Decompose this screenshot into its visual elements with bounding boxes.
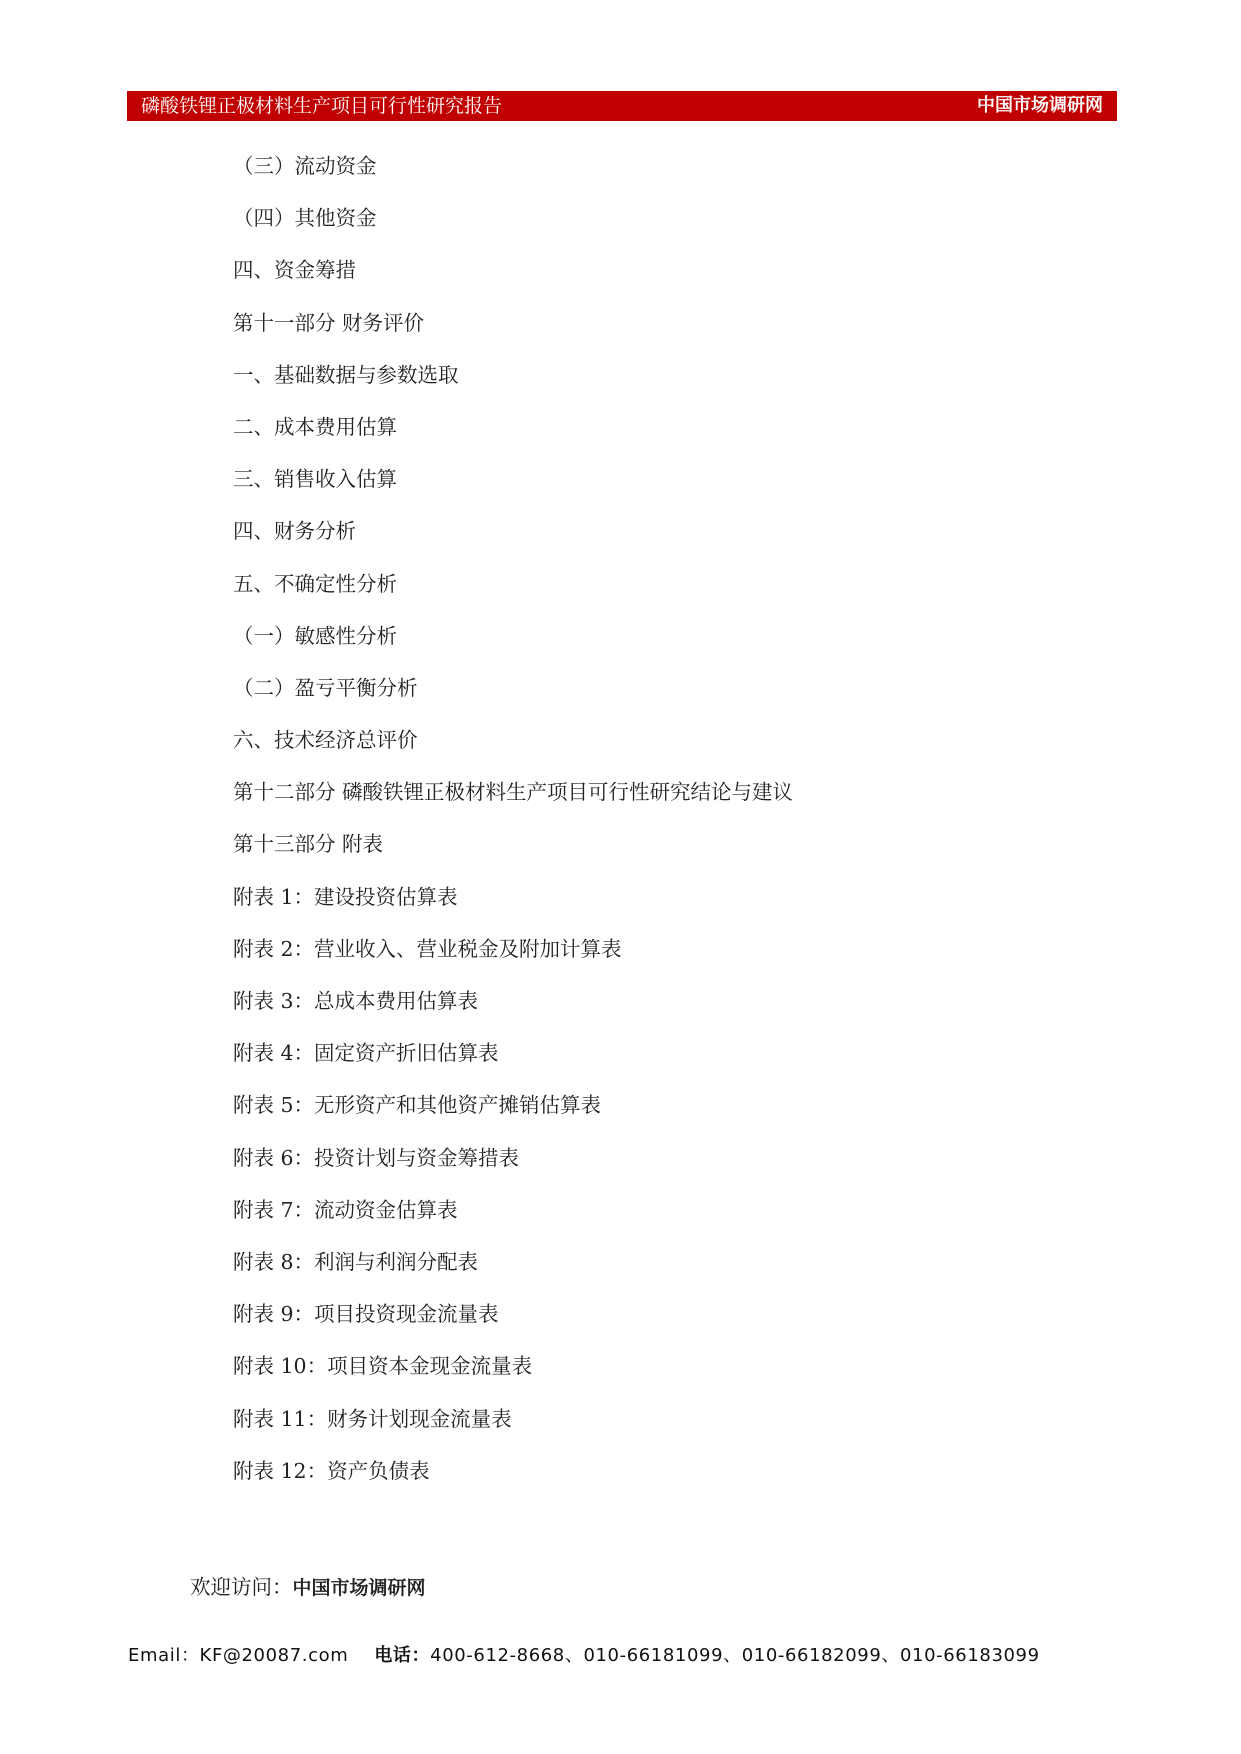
toc-item: （二）盈亏平衡分析 (233, 675, 418, 700)
footer-phone-label: 电话： (374, 1645, 431, 1666)
footer-email[interactable]: Email：KF@20087.com (128, 1645, 349, 1666)
toc-item: 附表 7：流动资金估算表 (233, 1197, 458, 1222)
toc-item: （三）流动资金 (233, 154, 377, 178)
welcome-label: 欢迎访问： (190, 1575, 293, 1599)
toc-item: 附表 10：项目资本金现金流量表 (233, 1354, 533, 1379)
table-of-contents (233, 154, 793, 1511)
toc-item: 附表 1：建设投资估算表 (233, 884, 458, 909)
toc-item: 附表 9：项目投资现金流量表 (233, 1302, 499, 1327)
report-title: 磷酸铁锂正极材料生产项目可行性研究报告 (141, 95, 503, 117)
toc-item: （一）敏感性分析 (233, 623, 397, 648)
brand-name: 中国市场调研网 (977, 95, 1103, 116)
toc-item: 附表 11：财务计划现金流量表 (233, 1406, 512, 1431)
toc-item: 四、资金筹措 (233, 258, 356, 283)
toc-item: 第十二部分 磷酸铁锂正极材料生产项目可行性研究结论与建议 (233, 780, 794, 805)
toc-item: 附表 2：营业收入、营业税金及附加计算表 (233, 936, 622, 961)
toc-item: 二、成本费用估算 (233, 414, 397, 439)
toc-item: 附表 8：利润与利润分配表 (233, 1249, 479, 1274)
welcome-line (190, 1575, 426, 1600)
toc-item: 附表 3：总成本费用估算表 (233, 989, 479, 1013)
toc-item: 四、财务分析 (233, 519, 356, 544)
welcome-site-link[interactable]: 中国市场调研网 (292, 1577, 426, 1599)
toc-item: 附表 5：无形资产和其他资产摊销估算表 (233, 1093, 602, 1118)
footer-phones: 400-612-8668、010-66181099、010-66182099、010-66183099 (430, 1645, 1040, 1666)
toc-item: 六、技术经济总评价 (233, 728, 418, 753)
toc-item: 附表 4：固定资产折旧估算表 (233, 1041, 499, 1066)
contact-footer (128, 1644, 1040, 1668)
toc-item: （四）其他资金 (233, 206, 377, 231)
header-bar (127, 91, 1117, 121)
toc-item: 附表 12：资产负债表 (233, 1458, 430, 1483)
toc-item: 五、不确定性分析 (233, 571, 397, 596)
toc-item: 一、基础数据与参数选取 (233, 362, 459, 387)
toc-item: 三、销售收入估算 (233, 467, 397, 492)
toc-item: 第十一部分 财务评价 (233, 310, 425, 335)
toc-item: 第十三部分 附表 (233, 832, 384, 857)
toc-item: 附表 6：投资计划与资金筹措表 (233, 1145, 520, 1170)
